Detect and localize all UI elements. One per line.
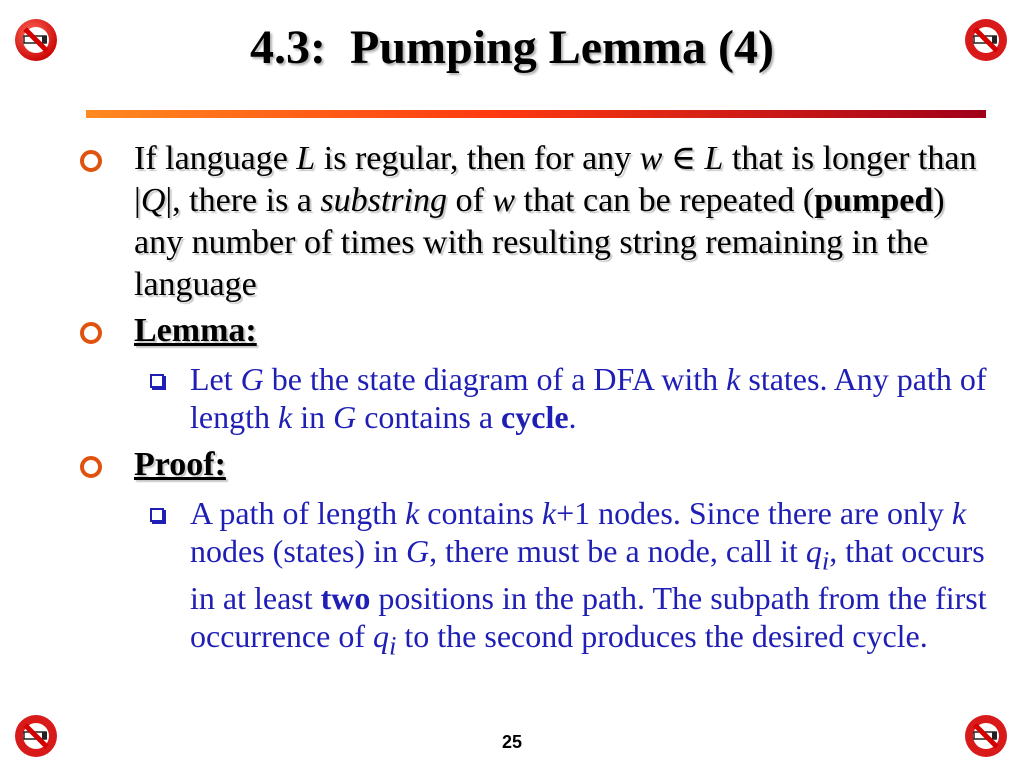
bullet-proof	[134, 444, 994, 486]
page-number: 25	[501, 732, 523, 752]
proof-heading: Proof:	[134, 446, 226, 483]
sub-bullet-proof: A path of length k contains k+1 nodes. Since there are only k nodes (states) in G, there must be a node, call it $q_i$, that occurs in at least two positions in the path. The subpath from the first occurrence of $q_i$ to the second produces the desired cycle.	[190, 494, 1005, 665]
sub-bullet-lemma: Let G be the state diagram of a DFA with k states. Any path of length k in G contains a cycle.	[190, 360, 1000, 436]
bullet-marker	[80, 456, 102, 478]
sub-bullet-marker	[150, 508, 164, 522]
title-underline	[86, 110, 986, 118]
bullet-marker	[80, 322, 102, 344]
bullet-regular-language: If language L is regular, then for any w ∈ L that is longer than |Q|, there is a substring of w that can be repeated (pumped) any number of times with resulting string remaining in the language	[134, 138, 994, 306]
sub-bullet-marker	[150, 374, 164, 388]
bullet-lemma	[134, 310, 994, 352]
lemma-heading: Lemma:	[134, 312, 257, 349]
slide-title: 4.3: Pumping Lemma (4)	[250, 21, 774, 74]
bullet-marker	[80, 150, 102, 172]
